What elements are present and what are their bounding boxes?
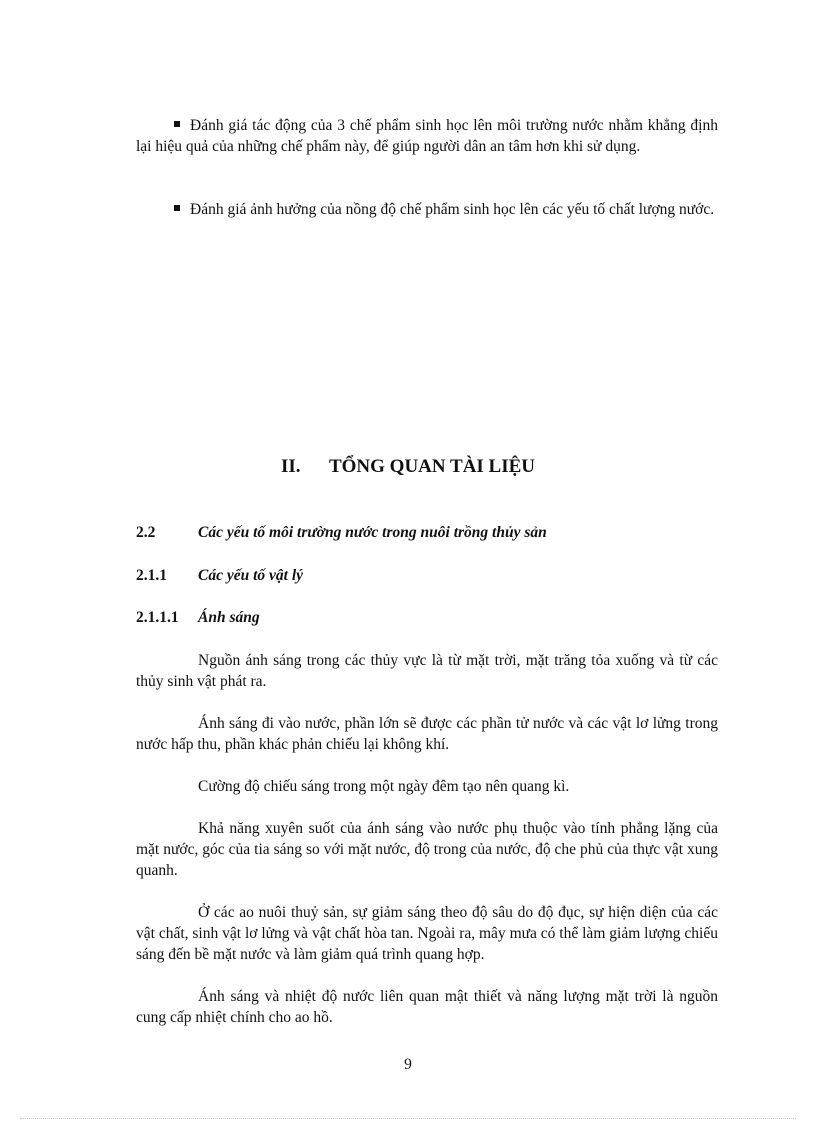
- section-title: Các yếu tố môi trường nước trong nuôi trồng thủy sản: [198, 524, 547, 541]
- bullet-square-icon: [174, 205, 180, 211]
- section-number: 2.2: [136, 524, 156, 541]
- subsection-number: 2.1.1: [136, 567, 167, 584]
- subsubsection-heading: [136, 608, 260, 628]
- body-paragraph: Cường độ chiếu sáng trong một ngày đêm tạo nên quang kì.: [198, 778, 570, 795]
- bullet-item: [136, 199, 718, 220]
- body-paragraph: Ánh sáng đi vào nước, phần lớn sẽ được các phần tử nước và các vật lơ lửng trong nước hấp thu, phần khác phản chiếu lại không khí.: [136, 715, 718, 753]
- chapter-heading: [0, 455, 816, 479]
- section-heading: [136, 523, 547, 543]
- subsection-heading: [136, 566, 303, 586]
- body-paragraph: Ở các ao nuôi thuỷ sản, sự giảm sáng theo độ sâu do độ đục, sự hiện diện của các vật chất, sinh vật lơ lửng và vật chất hòa tan. Ngoài ra, mây mưa có thể làm giảm lượng chiếu sáng đến bề mặt nước và làm giảm quá trình quang hợp.: [136, 904, 718, 963]
- body-paragraph: Nguồn ánh sáng trong các thủy vực là từ mặt trời, mặt trăng tỏa xuống và từ các thủy sinh vật phát ra.: [136, 652, 718, 690]
- page-number: 9: [404, 1056, 412, 1073]
- subsubsection-title: Ánh sáng: [198, 609, 260, 626]
- bullet-item: [136, 115, 718, 157]
- subsubsection-number: 2.1.1.1: [136, 609, 179, 626]
- bullet-text: Đánh giá tác động của 3 chế phẩm sinh học lên môi trường nước nhằm khẳng định lại hiệu quả của những chế phẩm này, để giúp người dân an tâm hơn khi sử dụng.: [136, 117, 718, 155]
- page-bottom-divider: [20, 1118, 796, 1119]
- chapter-title: TỔNG QUAN TÀI LIỆU: [328, 456, 536, 477]
- bullet-text: Đánh giá ảnh hưởng của nồng độ chế phẩm sinh học lên các yếu tố chất lượng nước.: [190, 201, 715, 218]
- bullet-square-icon: [174, 121, 180, 127]
- subsection-title: Các yếu tố vật lý: [198, 567, 304, 584]
- body-paragraph: Khả năng xuyên suốt của ánh sáng vào nước phụ thuộc vào tính phẳng lặng của mặt nước, góc của tia sáng so với mặt nước, độ trong của nước, độ che phủ của thực vật xung quanh.: [136, 820, 718, 879]
- body-paragraph: Ánh sáng và nhiệt độ nước liên quan mật thiết và năng lượng mặt trời là nguồn cung cấp nhiệt chính cho ao hồ.: [136, 988, 718, 1026]
- chapter-number: II.: [280, 456, 301, 477]
